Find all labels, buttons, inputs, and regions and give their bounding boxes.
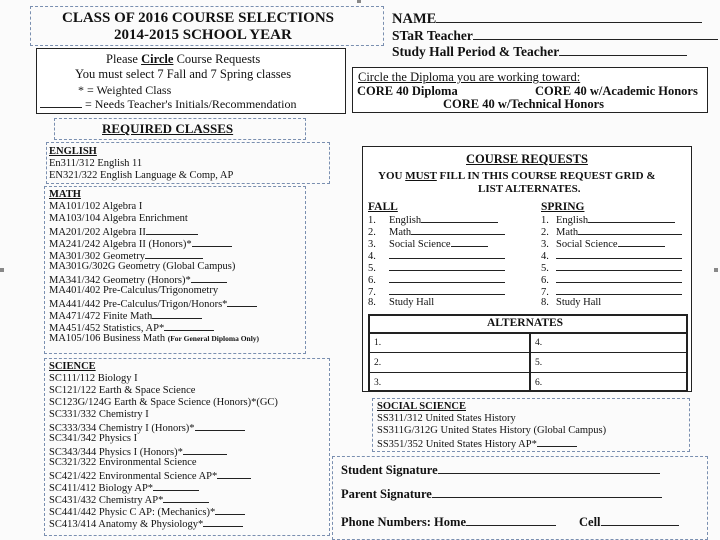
spring-request-5[interactable]: 5. [541,261,682,274]
course-option[interactable]: SS311/312 United States History [377,413,516,424]
initials-legend: = Needs Teacher's Initials/Recommendation [40,97,296,112]
alternate-2[interactable]: 2. [374,358,382,368]
diploma-technical-honors[interactable]: CORE 40 w/Technical Honors [443,97,605,111]
alternate-5[interactable]: 5. [535,358,543,368]
course-option[interactable]: MA401/402 Pre-Calculus/Trigonometry [49,285,219,296]
alternates-label: ALTERNATES [487,317,564,329]
course-option[interactable]: SC333/334 Chemistry I (Honors)* [49,421,245,435]
course-option[interactable]: MA105/106 Business Math (For General Diploma Only) [49,333,260,344]
study-hall-field[interactable] [392,44,687,60]
general-diploma-note: (For General Diploma Only) [167,334,260,343]
math-header: MATH [49,189,81,200]
study-hall-line [559,46,687,56]
course-option[interactable]: EN321/322 English Language & Comp, AP [49,170,234,181]
fall-request-8[interactable]: 8. Study Hall [368,297,435,308]
request-blank [389,261,505,271]
social-science-header: SOCIAL SCIENCE [377,401,466,412]
spring-request-7[interactable]: 7. [541,285,682,298]
course-option[interactable]: SC123G/124G Earth & Space Science (Honors)*(GC) [49,397,278,408]
name-label: NAME [392,11,437,27]
frame-marker [714,268,718,272]
science-section [44,358,330,536]
request-blank [389,249,505,259]
fall-request-3[interactable]: 3. Social Science [368,237,488,250]
course-option[interactable]: MA201/202 Algebra II [49,225,198,239]
course-option[interactable]: SC421/422 Environmental Science AP* [49,469,251,483]
course-option[interactable]: SC343/344 Physics I (Honors)* [49,445,227,459]
request-blank [618,237,666,247]
star-teacher-label: STaR Teacher [392,28,473,43]
course-option[interactable]: MA103/104 Algebra Enrichment [49,213,188,224]
request-blank [389,273,505,283]
circle-emphasis: Circle [141,52,174,66]
fall-request-6[interactable]: 6. [368,273,505,286]
required-classes-header: REQUIRED CLASSES [102,121,234,136]
fall-label: FALL [368,201,398,213]
course-option[interactable]: SC431/432 Chemistry AP* [49,493,209,507]
course-option[interactable]: SC321/322 Environmental Science [49,457,197,468]
diploma-prompt: Circle the Diploma you are working toward: [358,70,581,84]
request-blank [411,225,505,235]
course-option[interactable]: SS351/352 United States History AP* [377,437,577,451]
social-science-section [372,398,690,452]
fall-request-7[interactable]: 7. [368,285,505,298]
course-option[interactable]: SC331/332 Chemistry I [49,409,149,420]
name-field[interactable] [392,11,702,28]
english-section [46,142,330,184]
cell-phone-field[interactable]: Cell [579,515,679,530]
course-requests-title: COURSE REQUESTS [466,152,588,166]
request-blank [578,225,682,235]
spring-label: SPRING [541,201,585,213]
diploma-academic-honors[interactable]: CORE 40 w/Academic Honors [535,84,698,98]
course-requests-instruction-2: LIST ALTERNATES. [478,183,581,195]
course-option[interactable]: MA301/302 Geometry [49,249,203,263]
course-option[interactable]: MA471/472 Finite Math [49,309,202,323]
fall-request-2[interactable]: 2. Math [368,225,505,238]
spring-request-4[interactable]: 4. [541,249,682,262]
weighted-legend: * = Weighted Class [78,83,172,97]
fall-request-5[interactable]: 5. [368,261,505,274]
request-blank [451,237,489,247]
course-option[interactable]: SC441/442 Physic C AP: (Mechanics)* [49,505,245,519]
spring-request-8[interactable]: 8. Study Hall [541,297,602,308]
alternate-3[interactable]: 3. [374,378,382,388]
request-blank [556,261,682,271]
request-blank [556,285,682,295]
diploma-core40[interactable]: CORE 40 Diploma [357,84,458,98]
spring-request-1[interactable]: 1. English [541,213,675,226]
star-teacher-line [473,30,718,40]
request-blank [588,213,675,223]
science-header: SCIENCE [49,361,96,372]
home-phone-field[interactable]: Phone Numbers: Home [341,515,556,530]
alternate-1[interactable]: 1. [374,338,382,348]
math-section [44,186,306,354]
request-blank [556,273,682,283]
alternate-6[interactable]: 6. [535,378,543,388]
english-header: ENGLISH [49,146,97,157]
course-option[interactable]: MA451/452 Statistics, AP* [49,321,214,335]
signature-section [332,456,708,540]
instructions-line2: You must select 7 Fall and 7 Spring classes [75,67,292,81]
initials-blank [40,98,82,108]
course-option[interactable]: MA241/242 Algebra II (Honors)* [49,237,232,251]
frame-marker [357,0,361,3]
parent-signature-field[interactable]: Parent Signature [341,487,662,502]
course-option[interactable]: SC341/342 Physics I [49,433,138,444]
fall-request-1[interactable]: 1. English [368,213,498,226]
spring-request-2[interactable]: 2. Math [541,225,682,238]
request-blank [389,285,505,295]
page-title: CLASS OF 2016 COURSE SELECTIONS [62,10,335,26]
spring-request-6[interactable]: 6. [541,273,682,286]
course-option[interactable]: MA301G/302G Geometry (Global Campus) [49,261,236,272]
alternate-4[interactable]: 4. [535,338,543,348]
spring-request-3[interactable]: 3. Social Science [541,237,665,250]
school-year: 2014-2015 SCHOOL YEAR [114,27,292,43]
frame-marker [0,268,4,272]
student-signature-field[interactable]: Student Signature [341,463,660,478]
request-blank [556,249,682,259]
course-option[interactable]: En311/312 English 11 [49,158,143,169]
course-option[interactable]: SC413/414 Anatomy & Physiology* [49,517,243,531]
course-option[interactable]: SS311G/312G United States History (Global Campus) [377,425,607,436]
course-option[interactable]: MA101/102 Algebra I [49,201,143,212]
course-option[interactable]: MA341/342 Geometry (Honors)* [49,273,227,287]
star-teacher-field[interactable] [392,28,718,44]
course-option[interactable]: SC111/112 Biology I [49,373,138,384]
course-option[interactable]: MA441/442 Pre-Calculus/Trigon/Honors* [49,297,257,311]
course-option[interactable]: SC411/412 Biology AP* [49,481,199,495]
course-requests-instruction: YOU MUST FILL IN THIS COURSE REQUEST GRID & [378,170,656,182]
request-blank [421,213,498,223]
instructions-line1: Please Circle Course Requests [106,52,261,66]
name-line [436,13,702,23]
course-option[interactable]: SC121/122 Earth & Space Science [49,385,196,396]
study-hall-label: Study Hall Period & Teacher [392,44,560,59]
fall-request-4[interactable]: 4. [368,249,505,262]
